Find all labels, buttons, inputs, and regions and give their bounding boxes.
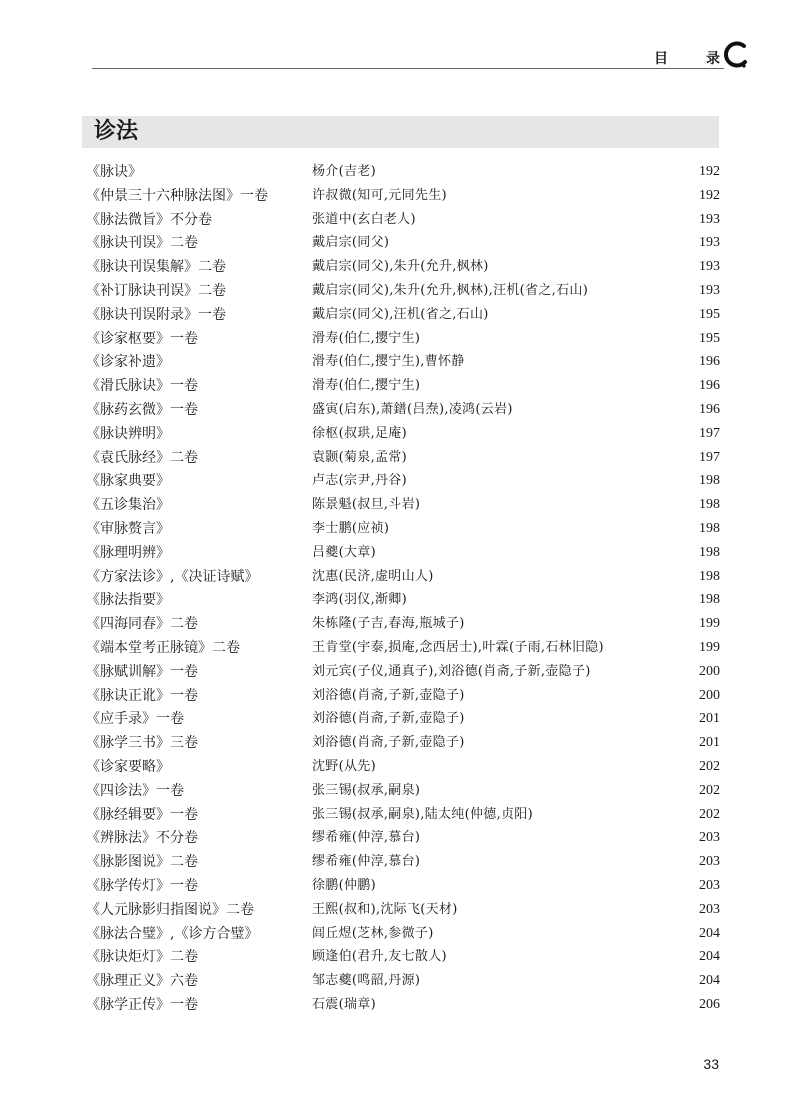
toc-entry-page: 200 [699,687,720,703]
toc-entry-author: 沈惠(民济,虚明山人) [312,568,434,584]
toc-entry-title: 《脉经辑要》一卷 [86,806,198,823]
toc-entry [0,305,800,329]
toc-entry-page: 199 [699,639,720,655]
toc-entry-title: 《脉赋训解》一卷 [86,663,198,680]
toc-entry-page: 203 [699,830,720,846]
toc-entry-title: 《脉理明辨》 [86,544,170,561]
toc-entry-page: 198 [699,592,720,608]
toc-entry [0,876,800,900]
toc-entry-page: 196 [699,378,720,394]
toc-entry-page: 192 [699,187,720,203]
toc-entry-title: 《四诊法》一卷 [86,782,184,799]
toc-entry-author: 戴启宗(同父) [312,235,390,251]
toc-entry-author: 张三锡(叔承,嗣泉),陆太纯(仲德,贞阳) [312,806,533,822]
toc-entry [0,995,800,1019]
section-title: 诊法 [94,119,139,144]
toc-entry [0,543,800,567]
toc-entry-title: 《脉家典要》 [86,473,170,490]
toc-entry-page: 197 [699,425,720,441]
toc-entry-author: 李士鹏(应祯) [312,520,390,536]
toc-entry [0,186,800,210]
toc-entry-author: 滑寿(伯仁,撄宁生),曹怀静 [312,354,465,370]
toc-entry-page: 204 [699,949,720,965]
toc-entry-author: 吕夔(大章) [312,544,376,560]
toc-entry-title: 《仲景三十六种脉法图》一卷 [86,187,268,204]
toc-entry-page: 203 [699,877,720,893]
toc-entry-page: 195 [699,330,720,346]
toc-entry [0,400,800,424]
running-header-left: 目 [654,51,670,67]
toc-list [0,162,800,1019]
toc-entry-author: 杨介(吉老) [312,164,376,179]
toc-entry-author: 石震(瑞章) [312,996,376,1012]
toc-entry [0,376,800,400]
toc-entry [0,828,800,852]
toc-entry-author: 戴启宗(同父),朱升(允升,枫林),汪机(省之,石山) [312,282,589,298]
running-header-right: 录 [706,51,722,67]
toc-entry-page: 199 [699,616,720,632]
toc-entry-author: 刘浴德(肖斋,子新,壶隐子) [312,711,465,727]
toc-entry [0,281,800,305]
toc-entry-author: 闾丘煜(芝林,参微子) [312,925,434,941]
toc-entry-author: 陈景魁(叔旦,斗岩) [312,497,421,513]
toc-entry-title: 《脉法指要》 [86,592,170,609]
toc-entry-title: 《滑氏脉诀》一卷 [86,378,198,395]
toc-entry-title: 《脉诀》 [86,164,142,180]
toc-entry-author: 刘浴德(肖斋,子新,壶隐子) [312,735,465,751]
toc-entry-author: 滑寿(伯仁,撄宁生) [312,378,421,394]
toc-entry-title: 《袁氏脉经》二卷 [86,449,198,466]
toc-entry-page: 197 [699,449,720,465]
toc-entry [0,900,800,924]
toc-entry [0,162,800,186]
toc-entry-author: 张三锡(叔承,嗣泉) [312,782,421,798]
toc-entry-title: 《应手录》一卷 [86,711,184,728]
section-header [82,116,719,148]
toc-entry-author: 王熙(叔和),沈际飞(天材) [312,901,458,917]
toc-entry [0,590,800,614]
toc-entry-title: 《人元脉影归指图说》二卷 [86,901,254,918]
toc-entry [0,852,800,876]
toc-entry-page: 193 [699,235,720,251]
toc-entry-page: 203 [699,901,720,917]
toc-entry-title: 《补订脉诀刊误》二卷 [86,282,226,299]
toc-entry-title: 《五诊集治》 [86,497,170,514]
toc-entry [0,805,800,829]
toc-entry-title: 《诊家要略》 [86,758,170,775]
toc-entry-author: 徐鹏(仲鹏) [312,877,376,893]
toc-entry-page: 195 [699,306,720,322]
toc-entry-title: 《脉学传灯》一卷 [86,877,198,894]
toc-entry [0,210,800,234]
toc-entry-author: 李鸿(羽仪,渐卿) [312,592,407,608]
toc-entry [0,662,800,686]
toc-entry-title: 《端本堂考正脉镜》二卷 [86,639,240,656]
toc-entry [0,686,800,710]
toc-entry-author: 戴启宗(同父),汪机(省之,石山) [312,306,489,322]
toc-entry-page: 200 [699,663,720,679]
toc-entry [0,519,800,543]
toc-entry [0,233,800,257]
toc-entry [0,971,800,995]
toc-entry-author: 滑寿(伯仁,撄宁生) [312,330,421,346]
toc-entry [0,424,800,448]
toc-entry-page: 193 [699,282,720,298]
toc-entry-title: 《脉学正传》一卷 [86,996,198,1013]
toc-entry-page: 204 [699,973,720,989]
toc-entry [0,947,800,971]
toc-entry-author: 戴启宗(同父),朱升(允升,枫林) [312,259,489,275]
toc-entry [0,329,800,353]
toc-entry-author: 沈野(从先) [312,758,376,774]
toc-entry-page: 192 [699,164,720,179]
toc-entry-author: 许叔微(知可,元同先生) [312,187,447,203]
toc-entry [0,781,800,805]
toc-entry [0,733,800,757]
toc-entry-page: 198 [699,544,720,560]
toc-entry-page: 202 [699,782,720,798]
toc-entry [0,471,800,495]
toc-entry-author: 袁颢(菊泉,孟常) [312,449,407,465]
toc-entry-page: 202 [699,806,720,822]
toc-entry-title: 《诊家补遗》 [86,354,170,371]
toc-entry-page: 196 [699,401,720,417]
toc-entry-title: 《脉药玄微》一卷 [86,401,198,418]
toc-entry-page: 203 [699,854,720,870]
toc-entry-author: 卢志(宗尹,丹谷) [312,473,407,489]
toc-entry-page: 206 [699,996,720,1012]
toc-entry [0,448,800,472]
toc-entry-title: 《脉诀刊误集解》二卷 [86,259,226,276]
toc-entry-page: 201 [699,711,720,727]
toc-entry-title: 《脉法合璧》,《诊方合璧》 [86,925,259,942]
toc-entry-title: 《辨脉法》不分卷 [86,830,198,847]
toc-entry-author: 张道中(玄白老人) [312,211,416,227]
toc-entry-title: 《审脉赘言》 [86,520,170,537]
toc-entry [0,495,800,519]
toc-entry-author: 王肯堂(宇泰,损庵,念西居士),叶霖(子雨,石林旧隐) [312,639,604,655]
toc-entry [0,257,800,281]
toc-entry [0,638,800,662]
toc-entry-page: 202 [699,758,720,774]
toc-entry-page: 198 [699,473,720,489]
toc-entry-title: 《脉诀刊误附录》一卷 [86,306,226,323]
toc-entry-title: 《方家法诊》,《决证诗赋》 [86,568,259,585]
toc-entry-page: 193 [699,211,720,227]
toc-entry [0,709,800,733]
toc-entry-page: 198 [699,497,720,513]
toc-entry-author: 缪希雍(仲淳,慕台) [312,854,421,870]
toc-entry-title: 《脉诀炬灯》二卷 [86,949,198,966]
toc-entry-page: 198 [699,520,720,536]
toc-entry-page: 193 [699,259,720,275]
toc-entry-title: 《脉诀辨明》 [86,425,170,442]
toc-entry [0,614,800,638]
toc-entry-title: 《脉影图说》二卷 [86,854,198,871]
toc-entry-title: 《四海同春》二卷 [86,616,198,633]
toc-entry-title: 《脉诀正讹》一卷 [86,687,198,704]
page-number: 33 [703,1056,719,1072]
toc-entry-author: 朱栋隆(子吉,春海,瓶城子) [312,616,465,632]
toc-entry-page: 198 [699,568,720,584]
header-ornament-icon [722,40,752,70]
toc-entry-author: 盛寅(启东),萧鐠(吕焘),凌鸿(云岩) [312,401,513,417]
toc-entry [0,757,800,781]
toc-entry-author: 徐枢(叔珙,足庵) [312,425,407,441]
toc-entry-title: 《脉理正义》六卷 [86,973,198,990]
toc-entry-title: 《脉诀刊误》二卷 [86,235,198,252]
header-rule [92,68,724,69]
toc-entry [0,567,800,591]
toc-entry [0,924,800,948]
toc-entry-title: 《脉学三书》三卷 [86,735,198,752]
toc-entry-author: 顾逢伯(君升,友七散人) [312,949,447,965]
toc-entry [0,352,800,376]
toc-entry-title: 《诊家枢要》一卷 [86,330,198,347]
toc-entry-title: 《脉法微旨》不分卷 [86,211,212,228]
toc-entry-author: 刘浴德(肖斋,子新,壶隐子) [312,687,465,703]
toc-entry-author: 缪希雍(仲淳,慕台) [312,830,421,846]
toc-entry-author: 邹志夔(鸣韶,丹源) [312,973,421,989]
running-header [654,48,722,68]
toc-entry-page: 204 [699,925,720,941]
toc-entry-author: 刘元宾(子仪,通真子),刘浴德(肖斋,子新,壶隐子) [312,663,591,679]
toc-entry-page: 201 [699,735,720,751]
toc-entry-page: 196 [699,354,720,370]
